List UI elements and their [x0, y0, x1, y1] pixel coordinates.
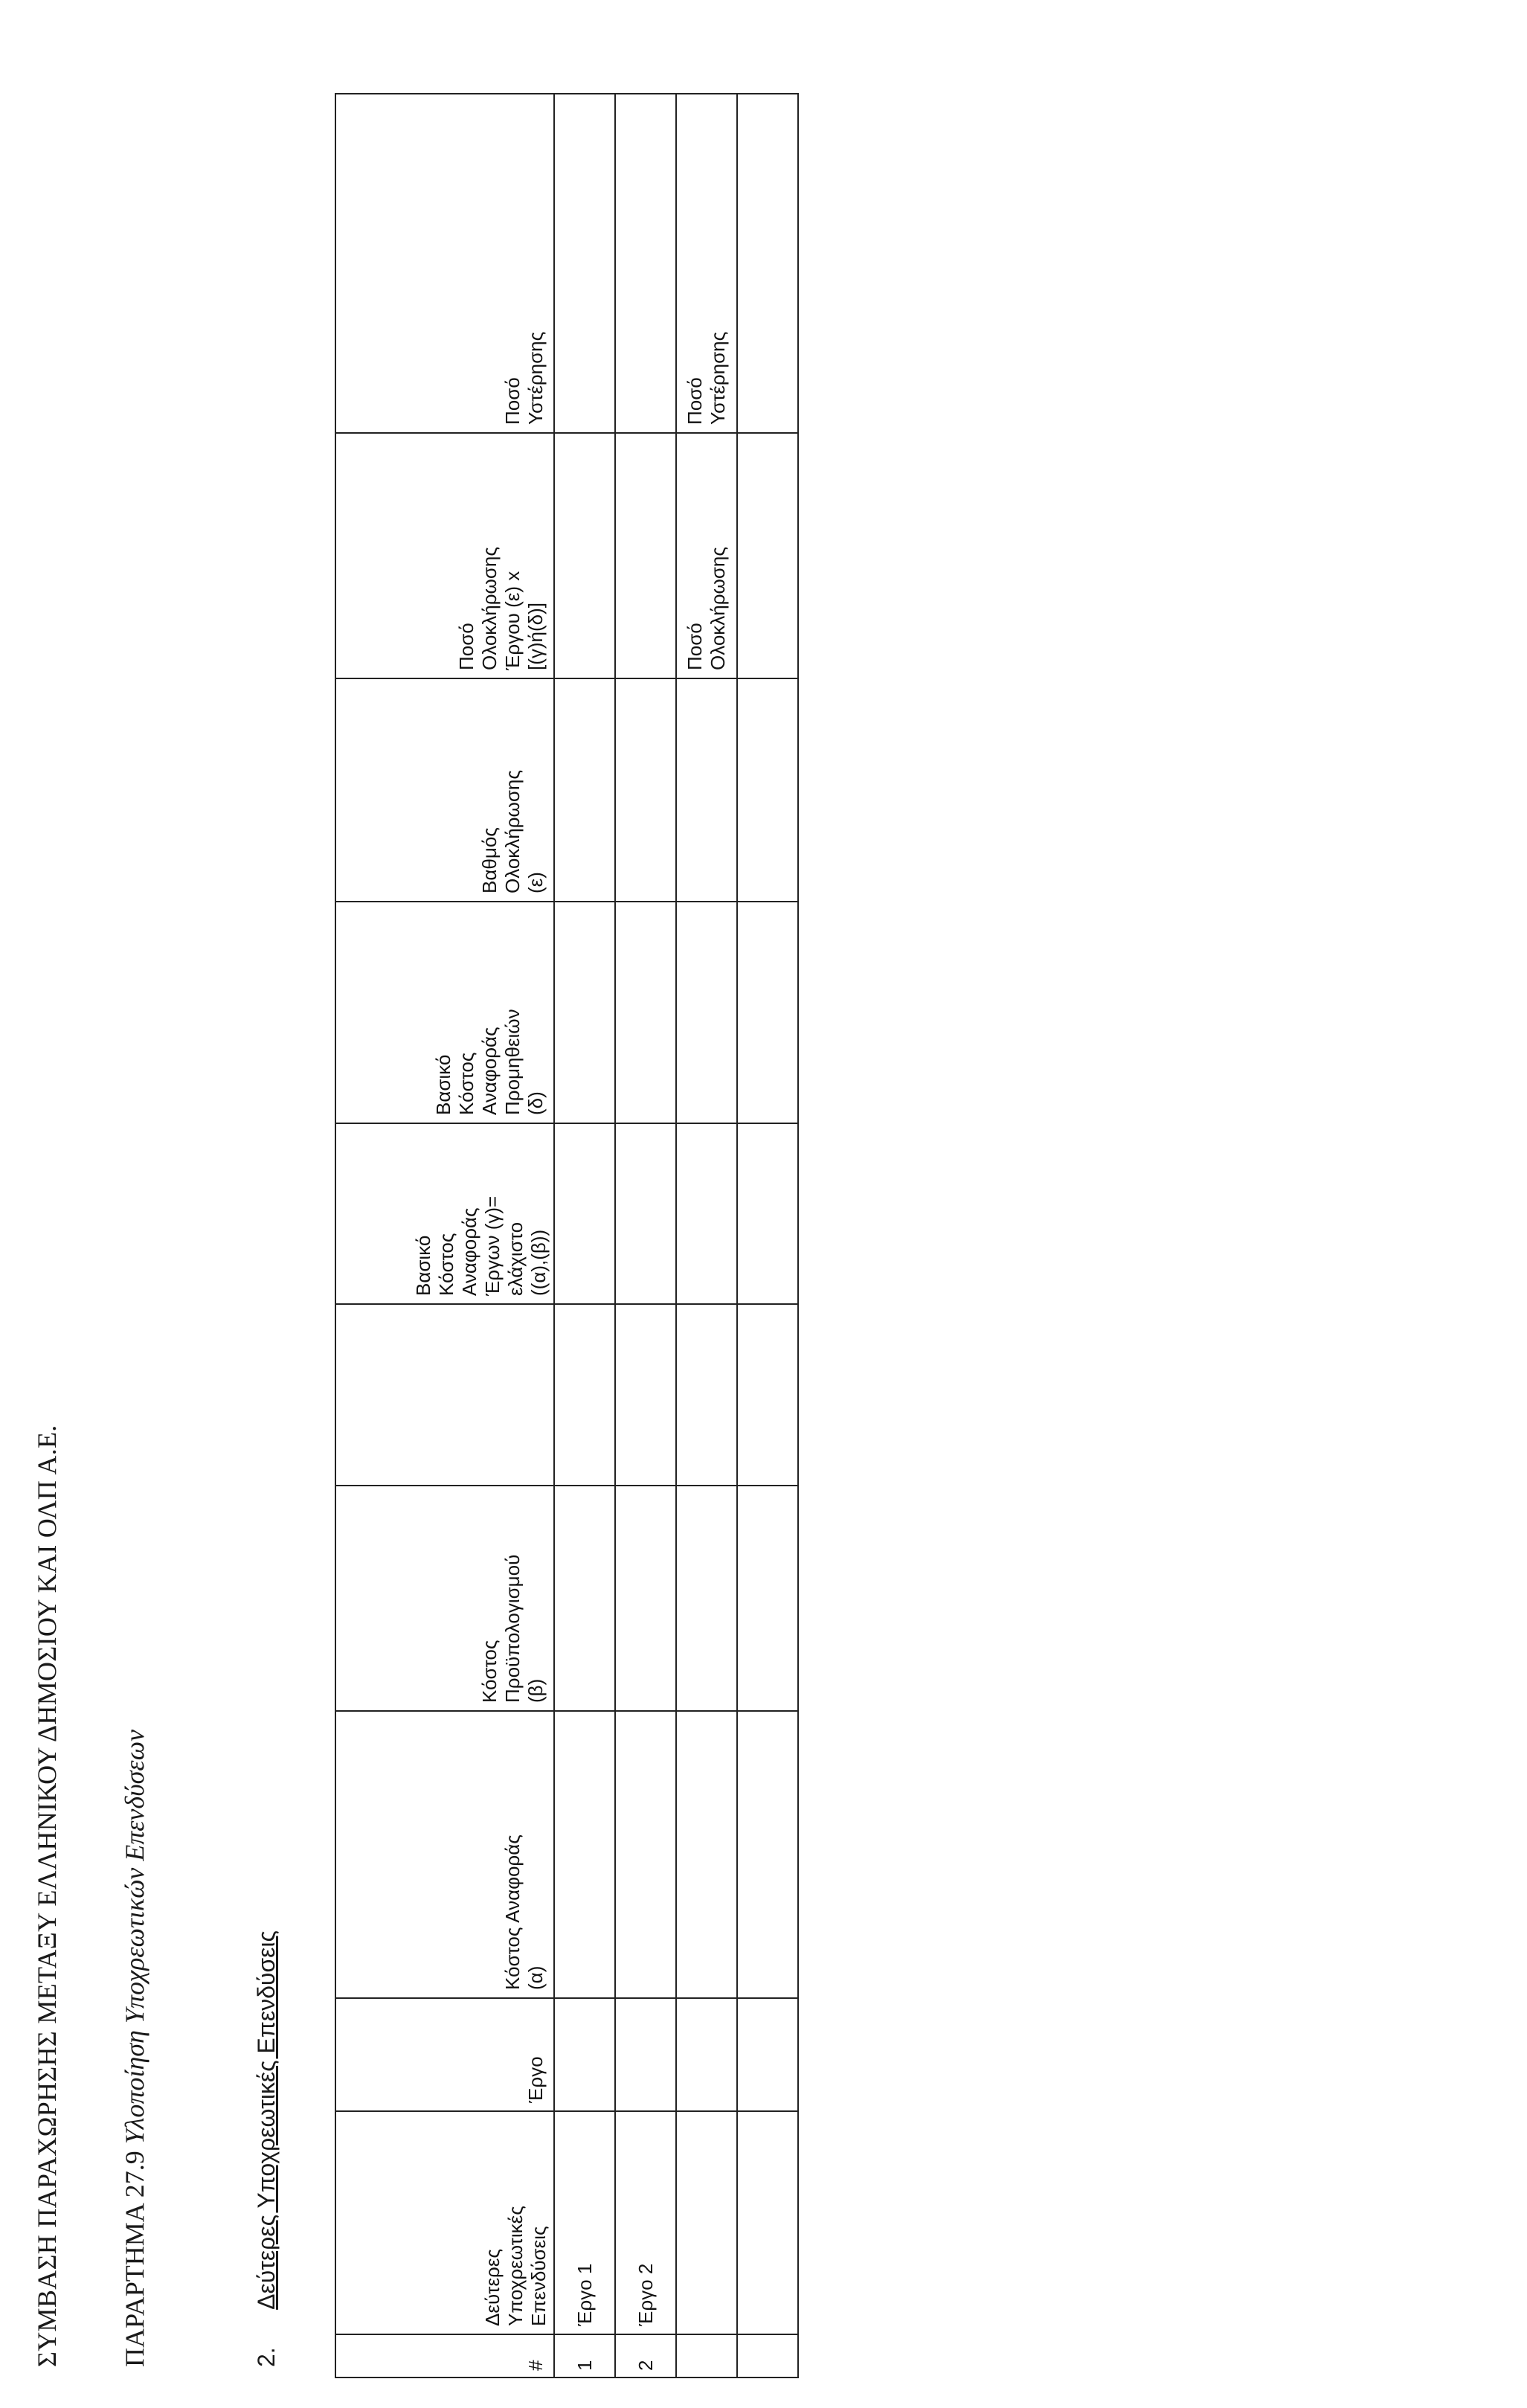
total-completion-label: Ποσό Ολοκλήρωσης — [676, 433, 737, 678]
table-cell — [676, 1486, 737, 1711]
table-cell — [615, 1711, 676, 1998]
table-cell — [615, 1123, 676, 1304]
header-budget-cost: Κόστος Προϋπολογισμού (β) — [335, 1486, 554, 1711]
total-shortfall-label: Ποσό Υστέρησης — [676, 94, 737, 433]
table-cell — [554, 902, 615, 1123]
table-cell — [737, 433, 798, 678]
header-blank — [335, 1304, 554, 1486]
table-cell — [615, 94, 676, 433]
table-row — [737, 94, 798, 2378]
table-cell — [737, 1304, 798, 1486]
row-investment: Έργο 2 — [615, 2111, 676, 2334]
table-cell — [615, 1304, 676, 1486]
document-title: ΣΥΜΒΑΣΗ ΠΑΡΑΧΩΡΗΣΗΣ ΜΕΤΑΞΥ ΕΛΛΗΝΙΚΟΥ ΔΗΜΟΣΙΟΥ ΚΑΙ ΟΛΠ Α.Ε. — [32, 1425, 62, 2367]
table-row — [676, 94, 737, 2378]
table-cell — [554, 1711, 615, 1998]
table-cell — [737, 1998, 798, 2111]
header-project: Έργο — [335, 1998, 554, 2111]
annex-label: ΠΑΡΑΡΤΗΜΑ 27.9 — [120, 2151, 150, 2367]
table-cell — [737, 94, 798, 433]
table-cell — [615, 1486, 676, 1711]
table-cell — [554, 433, 615, 678]
table-row — [615, 94, 676, 2378]
table-cell — [676, 1123, 737, 1304]
table-cell — [615, 1998, 676, 2111]
table-cell — [615, 902, 676, 1123]
row-investment: Έργο 1 — [554, 2111, 615, 2334]
table-cell — [737, 1711, 798, 1998]
table-cell — [737, 902, 798, 1123]
table-cell — [737, 1123, 798, 1304]
annex-subtitle: Υλοποίηση Υποχρεωτικών Επενδύσεων — [120, 1729, 150, 2145]
table-cell — [615, 678, 676, 902]
table-row — [554, 94, 615, 2378]
table-cell — [676, 1711, 737, 1998]
row-investment — [737, 2111, 798, 2334]
header-base-cost-works: Βασικό Κόστος Αναφοράς Έργων (γ)= ελάχιστο ((α),(β)) — [335, 1123, 554, 1304]
table-cell — [554, 1304, 615, 1486]
header-completion-amount: Ποσό Ολοκλήρωσης Έργου (ε) x [(γ)ή(δ)] — [335, 433, 554, 678]
table-header-row — [335, 94, 554, 2378]
row-number: 1 — [554, 2334, 615, 2378]
header-base-cost-supplies: Βασικό Κόστος Αναφοράς Προμηθειών (δ) — [335, 902, 554, 1123]
table-cell — [554, 1123, 615, 1304]
row-number — [737, 2334, 798, 2378]
section-number: 2. — [253, 2347, 280, 2367]
row-investment — [676, 2111, 737, 2334]
table-cell — [737, 1486, 798, 1711]
table-cell — [676, 678, 737, 902]
header-investments: Δεύτερες Υποχρεωτικές Επενδύσεις — [335, 2111, 554, 2334]
table-cell — [554, 1486, 615, 1711]
header-shortfall-amount: Ποσό Υστέρησης — [335, 94, 554, 433]
header-number: # — [335, 2334, 554, 2378]
table-cell — [554, 94, 615, 433]
table-cell — [676, 1304, 737, 1486]
annex-title — [119, 1730, 150, 2367]
table-cell — [737, 678, 798, 902]
row-number — [676, 2334, 737, 2378]
row-number: 2 — [615, 2334, 676, 2378]
table-cell — [676, 902, 737, 1123]
header-completion-degree: Βαθμός Ολοκλήρωσης (ε) — [335, 678, 554, 902]
section-heading — [253, 1930, 280, 2367]
table-cell — [676, 1998, 737, 2111]
table-cell — [554, 1998, 615, 2111]
header-reference-cost: Κόστος Αναφοράς (α) — [335, 1711, 554, 1998]
investments-table — [335, 93, 799, 2378]
table-cell — [554, 678, 615, 902]
table-cell — [615, 433, 676, 678]
section-title: Δεύτερες Υποχρεωτικές Επενδύσεις — [253, 1930, 280, 2310]
